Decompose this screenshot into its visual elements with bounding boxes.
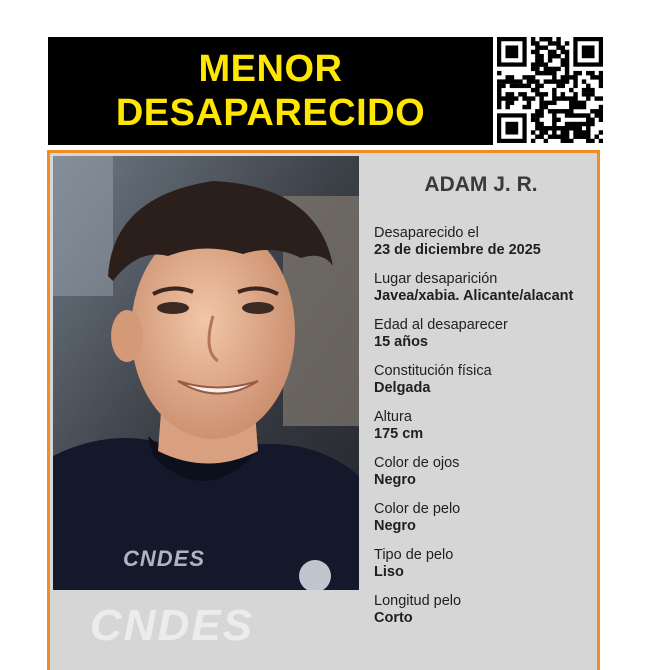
title-line-1: MENOR [198,48,343,90]
field-build [374,363,599,409]
photo-watermark: CNDES [123,546,206,571]
field-label: Edad al desaparecer [374,317,508,333]
field-value: Negro [374,472,416,488]
qr-code-icon[interactable] [497,37,603,143]
field-age [374,317,599,363]
field-label: Lugar desaparición [374,271,498,287]
field-label: Color de ojos [374,455,460,471]
person-photo [53,156,359,590]
field-value: Liso [374,564,404,580]
field-height [374,409,599,455]
field-hair-type [374,547,599,593]
footer-watermark: CNDES [90,601,255,650]
field-eye-color [374,455,599,501]
details-list [374,225,599,639]
field-value: Corto [374,610,413,626]
field-value: 23 de diciembre de 2025 [374,242,541,258]
field-label: Constitución física [374,363,492,379]
field-hair-length [374,593,599,639]
title-line-2: DESAPARECIDO [115,92,426,134]
info-panel [47,150,600,670]
field-label: Longitud pelo [374,593,462,609]
person-name: ADAM J. R. [424,173,538,196]
field-label: Tipo de pelo [374,547,454,563]
field-value: Negro [374,518,416,534]
field-hair-color [374,501,599,547]
field-label: Altura [374,409,412,425]
field-value: Delgada [374,380,431,396]
field-label: Color de pelo [374,501,461,517]
field-value: Javea/xabia. Alicante/alacant [374,288,574,304]
field-label: Desaparecido el [374,225,479,241]
field-location [374,271,599,317]
field-date [374,225,599,271]
field-value: 15 años [374,334,428,350]
poster-title [48,37,493,145]
field-value: 175 cm [374,426,424,442]
